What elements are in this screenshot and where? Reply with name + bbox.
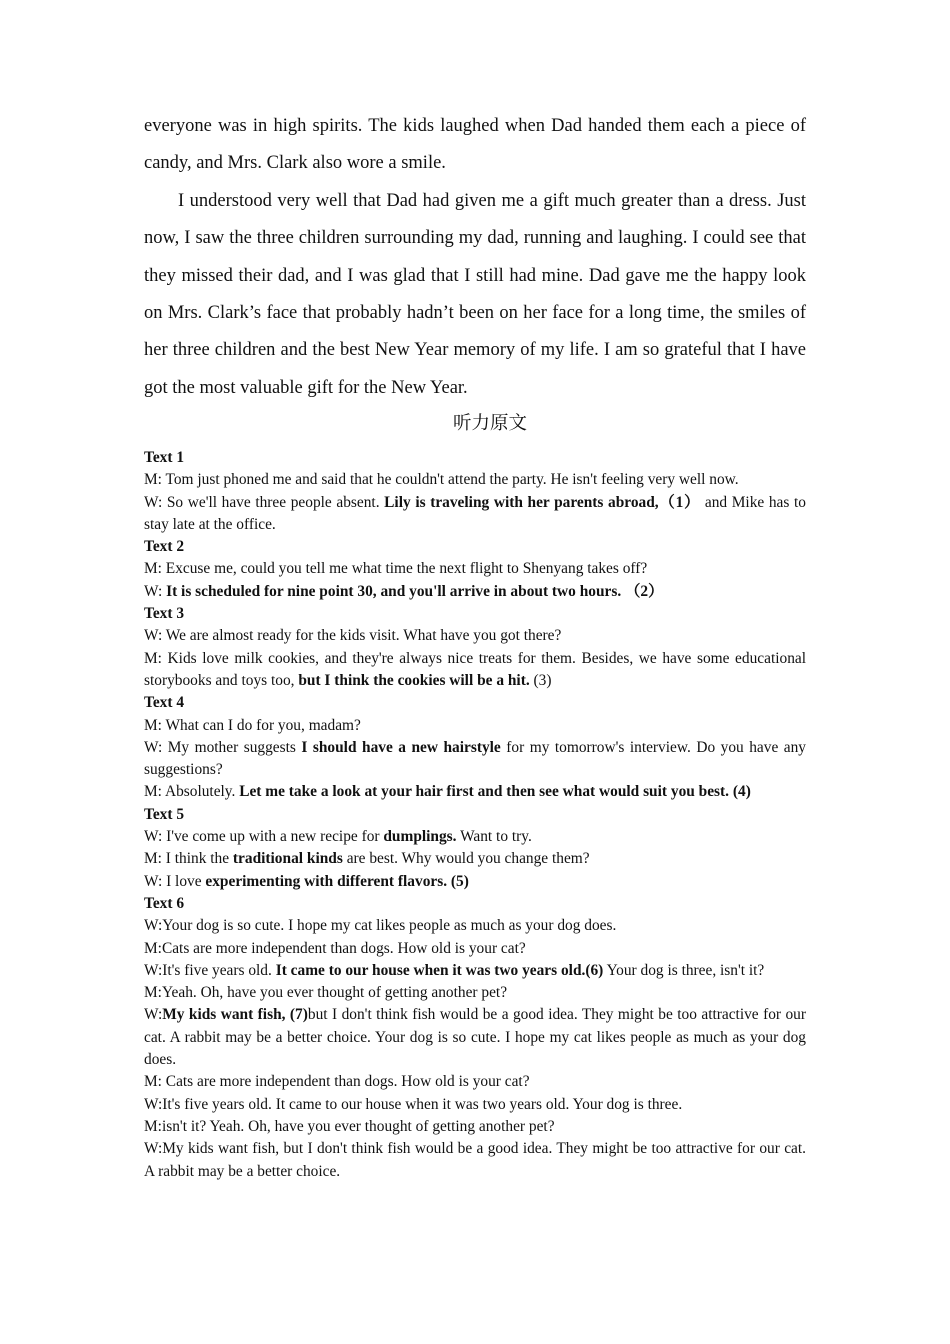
text-heading: Text 1 xyxy=(144,449,185,466)
dialogue-line: M: What can I do for you, madam? xyxy=(144,716,361,734)
dialogue-line: W: My mother suggests I should have a new hairstyle for my tomorrow's interview. Do you have any suggestions? xyxy=(144,738,806,779)
answer-highlight: It is scheduled for nine point 30, and you'll arrive in about two hours. （2） xyxy=(166,582,664,600)
dialogue-line: W:My kids want fish, but I don't think fish would be a good idea. They might be too attractive for our cat. A rabbit may be a better choice. xyxy=(144,1140,806,1180)
answer-highlight: It came to our house when it was two years old.(6) xyxy=(275,961,604,979)
dialogue-line: M:isn't it? Yeah. Oh, have you ever thought of getting another pet? xyxy=(144,1117,555,1135)
story-paragraph: I understood very well that Dad had given me a gift much greater than a dress. Just now, I saw the three children surrounding my dad, running and laughing. I could see that they missed their dad, and I was glad that I still had mine. Dad gave me the happy look on Mrs. Clark’s face that probably hadn’t been on her face for a long time, the smiles of her three children and the best New Year memory of my life. I am so grateful that I have got the most valuable gift for the New Year. xyxy=(144,190,806,398)
dialogue-line: M: I think the traditional kinds are best. Why would you change them? xyxy=(144,850,590,868)
text-heading: Text 5 xyxy=(144,805,185,823)
dialogue-line: M:Cats are more independent than dogs. How old is your cat? xyxy=(144,939,526,957)
answer-highlight: My kids want fish, (7) xyxy=(162,1006,308,1024)
dialogue-line: W:It's five years old. It came to our house when it was two years old. Your dog is three. xyxy=(144,1095,683,1113)
answer-highlight: experimenting with different flavors. (5) xyxy=(205,872,469,890)
dialogue-line: W: I've come up with a new recipe for dumplings. Want to try. xyxy=(144,828,532,846)
dialogue-line: W:It's five years old. It came to our house when it was two years old.(6) Your dog is three, isn't it? xyxy=(144,961,765,979)
dialogue-line: W: So we'll have three people absent. Lily is traveling with her parents abroad,（1） and Mike has to stay late at the office. xyxy=(144,493,806,533)
text-heading: Text 3 xyxy=(144,605,185,623)
text-heading: Text 6 xyxy=(144,894,185,912)
dialogue-line: W: I love experimenting with different flavors. (5) xyxy=(144,872,469,890)
dialogue-line: W: We are almost ready for the kids visit. What have you got there? xyxy=(144,627,562,645)
dialogue-line: M: Kids love milk cookies, and they're always nice treats for them. Besides, we have some educational storybooks and toys too, but I think the cookies will be a hit. (3) xyxy=(144,649,806,689)
dialogue-line: W:My kids want fish, (7)but I don't think fish would be a good idea. They might be too attractive for our cat. A rabbit may be a better choice. Your dog is so cute. I hope my cat likes people as much as your dog does. xyxy=(144,1006,806,1069)
dialogue-line: M: Absolutely. Let me take a look at your hair first and then see what would suit you best. (4) xyxy=(144,783,751,801)
answer-highlight: dumplings. xyxy=(383,828,457,846)
dialogue-line: M: Cats are more independent than dogs. How old is your cat? xyxy=(144,1073,530,1091)
answer-highlight: Lily is traveling with her parents abroad,（1） xyxy=(384,493,701,511)
dialogue-line: W: It is scheduled for nine point 30, and you'll arrive in about two hours. （2） xyxy=(144,582,664,600)
answer-highlight: traditional kinds xyxy=(232,850,343,868)
dialogue-line: M:Yeah. Oh, have you ever thought of getting another pet? xyxy=(144,984,508,1002)
dialogue-line: W:Your dog is so cute. I hope my cat likes people as much as your dog does. xyxy=(144,917,617,935)
dialogue-line: M: Excuse me, could you tell me what time the next flight to Shenyang takes off? xyxy=(144,560,648,578)
listening-transcript xyxy=(144,447,806,1183)
story-paragraph: everyone was in high spirits. The kids laughed when Dad handed them each a piece of candy, and Mrs. Clark also wore a smile. xyxy=(144,116,806,174)
story-body xyxy=(144,108,806,407)
answer-highlight: Let me take a look at your hair first and then see what would suit you best. (4) xyxy=(239,783,751,801)
text-heading: Text 4 xyxy=(144,694,185,712)
answer-highlight: I should have a new hairstyle xyxy=(301,738,501,756)
answer-highlight: but I think the cookies will be a hit. xyxy=(298,671,530,689)
dialogue-line: M: Tom just phoned me and said that he couldn't attend the party. He isn't feeling very well now. xyxy=(144,471,739,489)
section-title: 听力原文 xyxy=(452,413,527,434)
text-heading: Text 2 xyxy=(144,538,185,556)
